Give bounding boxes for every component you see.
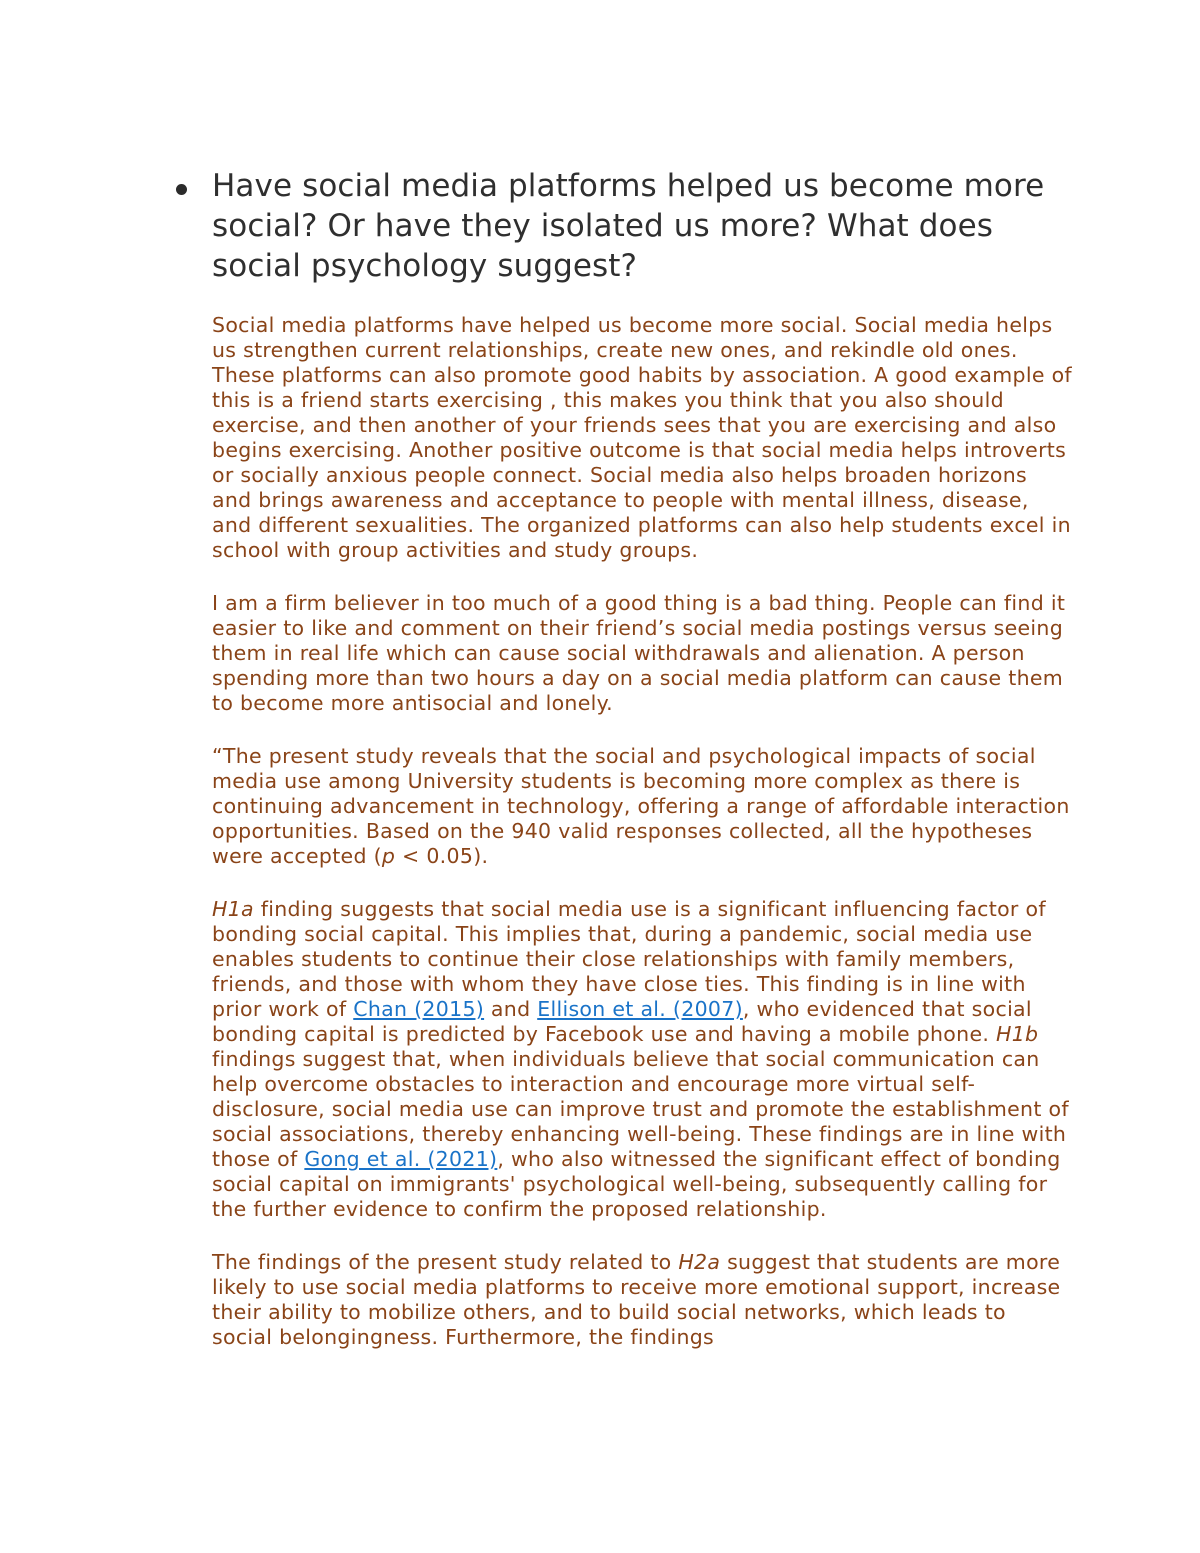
p-value-symbol: p: [381, 844, 396, 868]
quote-text-a: “The present study reveals that the social and psychological impacts of social media use among University students is becoming more complex as there is continuing advancement in technology, offering a range of affordable interaction opportunities. Based on the 940 valid responses collected, all the hypotheses were accepted (: [212, 744, 1070, 868]
paragraph-h1-findings: [212, 897, 1072, 1222]
h2-text-a: The findings of the present study related to: [212, 1250, 679, 1274]
citation-link-ellison[interactable]: Ellison et al. (2007): [537, 997, 743, 1021]
paragraph-h2-findings: [212, 1250, 1072, 1350]
hypothesis-h2a: H2a: [678, 1250, 721, 1274]
h1-text-d: , who also witnessed the significant effect of bonding social capital on immigrants' psychological well-being, subsequently calling for the further evidence to confirm the proposed relationship.: [212, 1147, 1061, 1221]
h1-text-b: , who evidenced that social bonding capital is predicted by Facebook use and having a mobile phone.: [212, 997, 1032, 1046]
paragraph-benefits: Social media platforms have helped us become more social. Social media helps us strengthen current relationships, create new ones, and rekindle old ones. These platforms can also promote good habits by association. A good example of this is a friend starts exercising , this makes you think that you also should exercise, and then another of your friends sees that you are exercising and also begins exercising. Another positive outcome is that social media helps introverts or socially anxious people connect. Social media also helps broaden horizons and brings awareness and acceptance to people with mental illness, disease, and different sexualities. The organized platforms can also help students excel in school with group activities and study groups.: [212, 313, 1072, 562]
hypothesis-h1b: H1b: [995, 1022, 1039, 1046]
bullet-dot-icon: [176, 184, 187, 195]
bulleted-question: [172, 166, 1052, 286]
hypothesis-h1a: H1a: [212, 897, 254, 921]
paragraph-drawbacks: I am a firm believer in too much of a good thing is a bad thing. People can find it easier to like and comment on their friend’s social media postings versus seeing them in real life which can cause social withdrawals and alienation. A person spending more than two hours a day on a social media platform can cause them to become more antisocial and lonely.: [212, 591, 1066, 715]
answer-body: [212, 313, 1072, 1378]
question-heading: Have social media platforms helped us become more social? Or have they isolated us more? What does social psychology suggest?: [212, 168, 1045, 284]
citation-link-chan[interactable]: Chan (2015): [353, 997, 485, 1021]
h1-text-c: findings suggest that, when individuals believe that social communication can help overcome obstacles to interaction and encourage more virtual self-disclosure, social media use can improve trust and promote the establishment of social associations, thereby enhancing well-being. These findings are in line with those of: [212, 1047, 1069, 1171]
h1-text-a: finding suggests that social media use is a significant influencing factor of bonding social capital. This implies that, during a pandemic, social media use enables students to continue their close relationships with family members, friends, and those with whom they have close ties. This finding is in line with prior work of: [212, 897, 1046, 1021]
paragraph-study-quote: [212, 744, 1072, 869]
citation-link-gong[interactable]: Gong et al. (2021): [304, 1147, 498, 1171]
quote-text-b: < 0.05).: [395, 844, 489, 868]
h1-text-and: and: [484, 997, 538, 1021]
h2-text-b: suggest that students are more likely to use social media platforms to receive more emotional support, increase their ability to mobilize others, and to build social networks, which leads to social belongingness. Furthermore, the findings: [212, 1250, 1061, 1349]
